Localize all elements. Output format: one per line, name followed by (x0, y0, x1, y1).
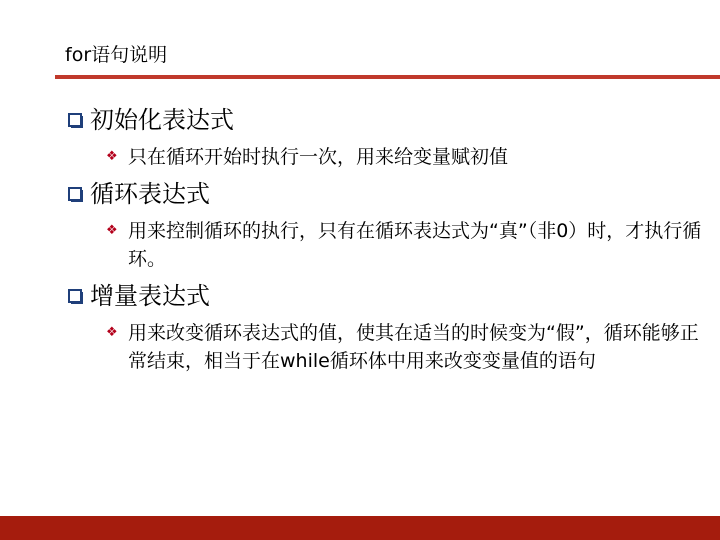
bullet-heading: 初始化表达式 (90, 106, 234, 134)
checkbox-bullet-icon (68, 187, 83, 202)
slide-title: for语句说明 (65, 44, 168, 66)
bullet-item (68, 177, 708, 211)
checkbox-bullet-icon (68, 289, 83, 304)
sub-bullet-item (106, 217, 706, 273)
bullet-heading: 循环表达式 (90, 180, 210, 208)
title-rule (55, 75, 720, 79)
diamond-bullet-icon: ❖ (106, 149, 118, 164)
sub-bullet-item (106, 143, 706, 171)
checkbox-bullet-icon (68, 113, 83, 128)
slide-content (68, 103, 708, 381)
bottom-bar (0, 516, 720, 540)
sub-bullet-item (106, 319, 706, 375)
bullet-item (68, 279, 708, 313)
diamond-bullet-icon: ❖ (106, 325, 118, 340)
bullet-item (68, 103, 708, 137)
sub-bullet-text: 用来控制循环的执行，只有在循环表达式为“真”（非0）时，才执行循环。 (128, 220, 702, 270)
sub-bullet-text: 用来改变循环表达式的值，使其在适当的时候变为“假”，循环能够正常结束，相当于在while循环体中用来改变变量值的语句 (128, 322, 699, 372)
diamond-bullet-icon: ❖ (106, 223, 118, 238)
sub-bullet-text: 只在循环开始时执行一次，用来给变量赋初值 (128, 146, 509, 168)
bullet-heading: 增量表达式 (90, 282, 210, 310)
